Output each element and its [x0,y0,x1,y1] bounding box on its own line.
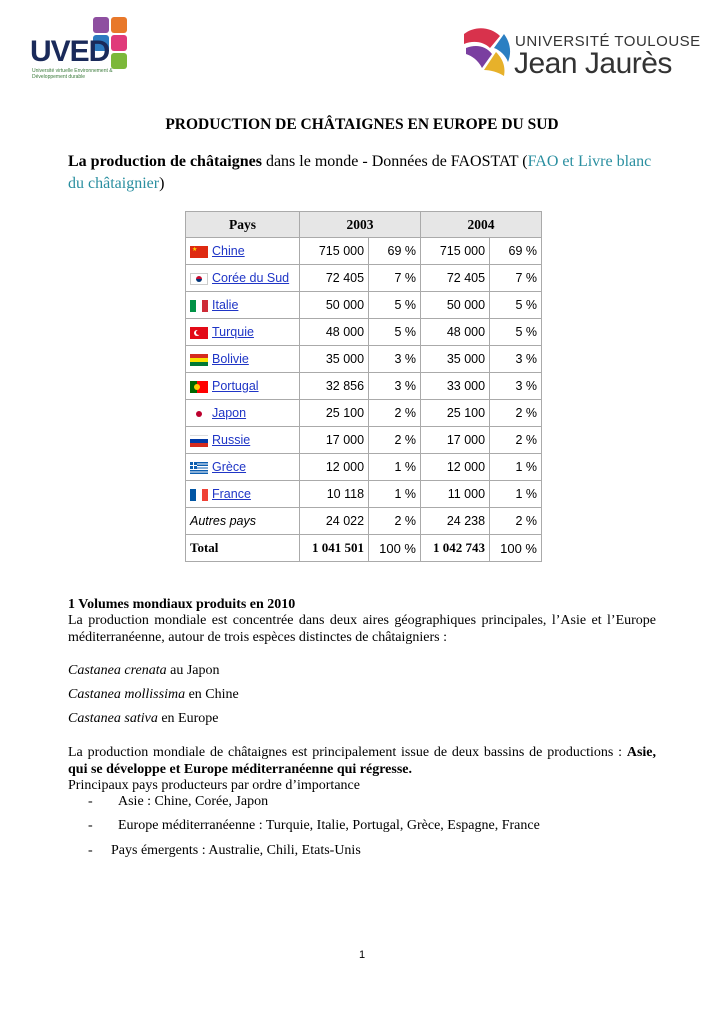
university-logo [460,18,700,80]
table-row [186,481,542,508]
intro-end: ) [159,175,165,192]
intro-text: dans le monde - Données de FAOSTAT ( [261,153,528,170]
russia-flag-icon [190,435,208,447]
page-title: PRODUCTION DE CHÂTAIGNES EN EUROPE DU SUD [165,116,559,133]
country-cell: Autres pays [186,508,300,535]
value-2004-cell: 72 405 [421,265,490,292]
value-2004-cell: 25 100 [421,400,490,427]
intro-bold: La production de châtaignes [68,153,262,170]
list-item: - Europe méditerranéenne : Turquie, Italie, Portugal, Grèce, Espagne, France [88,818,540,833]
total-label-cell: Total [186,535,300,562]
value-2003-cell: 48 000 [300,319,369,346]
table-row [186,292,542,319]
country-link[interactable]: Japon [212,406,247,420]
table-row [186,427,542,454]
country-link[interactable]: Corée du Sud [212,271,290,285]
header-2003: 2003 [300,212,421,238]
value-2004-cell: 50 000 [421,292,490,319]
species-item: Castanea sativa en Europe [68,711,219,726]
percent-2004-cell: 69 % [490,238,542,265]
value-2003-cell: 715 000 [300,238,369,265]
logo-square-green [111,53,127,69]
header-2004: 2004 [421,212,542,238]
value-2004-cell: 24 238 [421,508,490,535]
value-2004-cell: 11 000 [421,481,490,508]
percent-2004-cell: 5 % [490,319,542,346]
percent-2003-cell: 5 % [369,292,421,319]
country-cell [186,373,300,400]
country-cell [186,265,300,292]
percent-2004-cell: 1 % [490,454,542,481]
table-row [186,373,542,400]
greece-flag-icon [190,462,208,474]
page-number: 1 [358,949,366,961]
value-2003-cell: 72 405 [300,265,369,292]
percent-2004-cell: 5 % [490,292,542,319]
country-link[interactable]: Turquie [212,325,254,339]
percent-2003-cell: 5 % [369,319,421,346]
percent-2004-cell: 3 % [490,346,542,373]
university-name-line1: UNIVERSITÉ TOULOUSE [515,33,701,50]
percent-2004-cell: 3 % [490,373,542,400]
table-row [186,319,542,346]
value-2004-cell: 12 000 [421,454,490,481]
country-cell [186,454,300,481]
country-link[interactable]: Russie [212,433,251,447]
percent-2004-cell: 7 % [490,265,542,292]
production-table [185,211,542,562]
country-cell [186,238,300,265]
producers-intro: Principaux pays producteurs par ordre d’importance [68,778,360,793]
total-2004-cell: 1 042 743 [421,535,490,562]
logo-square-orange [111,17,127,33]
table-row [186,265,542,292]
total-2003-cell: 1 041 501 [300,535,369,562]
percent-2003-cell: 1 % [369,481,421,508]
value-2003-cell: 17 000 [300,427,369,454]
percent-2003-cell: 69 % [369,238,421,265]
country-cell [186,481,300,508]
value-2003-cell: 12 000 [300,454,369,481]
country-link[interactable]: France [212,487,251,501]
table-header-row [186,212,542,238]
header-country: Pays [186,212,300,238]
percent-2003-cell: 3 % [369,346,421,373]
france-flag-icon [190,489,208,501]
logo-square-purple [93,17,109,33]
species-item: Castanea crenata au Japon [68,663,220,678]
country-link[interactable]: Italie [212,298,239,312]
percent-2004-cell: 2 % [490,400,542,427]
value-2003-cell: 25 100 [300,400,369,427]
percent-2003-cell: 3 % [369,373,421,400]
country-link[interactable]: Grèce [212,460,247,474]
country-cell [186,346,300,373]
intro-link[interactable]: FAO et Livre blanc du châtaignier [68,153,652,192]
value-2004-cell: 33 000 [421,373,490,400]
value-2004-cell: 48 000 [421,319,490,346]
country-cell [186,400,300,427]
total-percent-2003-cell: 100 % [369,535,421,562]
section-paragraph: La production mondiale est concentrée dans deux aires géographiques principales, l’Asie et l’Europe méditerranéenne, autour de trois espèces distinctes de châtaigniers : [68,613,656,645]
portugal-flag-icon [190,381,208,393]
percent-2004-cell: 2 % [490,508,542,535]
value-2004-cell: 715 000 [421,238,490,265]
species-item: Castanea mollissima en Chine [68,687,239,702]
japan-flag-icon [190,408,208,420]
logo-square-pink [111,35,127,51]
university-emblem-icon [460,20,512,78]
value-2003-cell: 10 118 [300,481,369,508]
table-row [186,346,542,373]
table-row [186,454,542,481]
percent-2004-cell: 1 % [490,481,542,508]
country-link[interactable]: Chine [212,244,245,258]
percent-2003-cell: 2 % [369,427,421,454]
percent-2003-cell: 7 % [369,265,421,292]
turkey-flag-icon [190,327,208,339]
table-row-total [186,535,542,562]
percent-2003-cell: 2 % [369,400,421,427]
country-link[interactable]: Bolivie [212,352,249,366]
list-item: - Pays émergents : Australie, Chili, Etats-Unis [88,843,361,858]
intro-paragraph [68,151,658,195]
country-cell [186,427,300,454]
korea-flag-icon [190,273,208,285]
uved-logo-subtitle: Université virtuelle Environnement & Développement durable [32,68,113,80]
total-percent-2004-cell: 100 % [490,535,542,562]
percent-2003-cell: 2 % [369,508,421,535]
china-flag-icon: ★ [190,246,208,258]
table-row-other [186,508,542,535]
country-cell [186,319,300,346]
value-2003-cell: 50 000 [300,292,369,319]
value-2003-cell: 24 022 [300,508,369,535]
value-2004-cell: 35 000 [421,346,490,373]
italy-flag-icon [190,300,208,312]
university-name-line2: Jean Jaurès [514,47,672,80]
country-link[interactable]: Portugal [212,379,259,393]
value-2003-cell: 35 000 [300,346,369,373]
percent-2003-cell: 1 % [369,454,421,481]
list-item: - Asie : Chine, Corée, Japon [88,794,269,809]
table-row [186,400,542,427]
basins-paragraph: La production mondiale de châtaignes est principalement issue de deux bassins de productions : Asie, qui se développe et Europe méditerranéenne qui régresse. [68,745,656,777]
section-heading: 1 Volumes mondiaux produits en 2010 [68,597,296,612]
uved-logo [30,17,140,80]
uved-logo-text: UVED [30,35,110,68]
country-cell [186,292,300,319]
bolivia-flag-icon [190,354,208,366]
value-2003-cell: 32 856 [300,373,369,400]
value-2004-cell: 17 000 [421,427,490,454]
percent-2004-cell: 2 % [490,427,542,454]
table-row [186,238,542,265]
